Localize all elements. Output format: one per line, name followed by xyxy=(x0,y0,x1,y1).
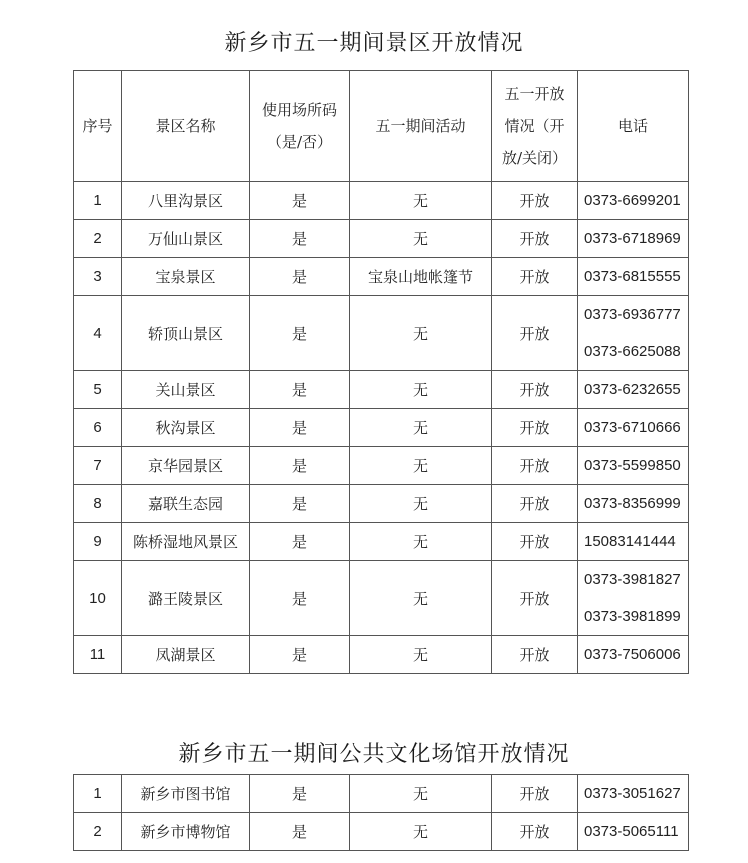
row-number: 2 xyxy=(74,220,122,258)
row-code: 是 xyxy=(250,447,350,485)
row-phone xyxy=(578,813,689,851)
row-status: 开放 xyxy=(492,182,578,220)
cultural-venues-table xyxy=(73,774,689,851)
phone-number: 0373-6625088 xyxy=(584,343,681,360)
header-code xyxy=(250,71,350,182)
row-number: 6 xyxy=(74,409,122,447)
venues-table-title: 新乡市五一期间公共文化场馆开放情况 xyxy=(178,742,570,767)
row-status: 开放 xyxy=(492,371,578,409)
row-number: 9 xyxy=(74,523,122,561)
row-phone xyxy=(578,258,689,296)
row-number: 11 xyxy=(74,636,122,674)
table-row xyxy=(74,258,689,296)
header-phone: 电话 xyxy=(578,71,689,182)
row-code: 是 xyxy=(250,813,350,851)
row-number: 4 xyxy=(74,296,122,371)
row-number: 3 xyxy=(74,258,122,296)
row-status: 开放 xyxy=(492,220,578,258)
table-row xyxy=(74,813,689,851)
row-name: 秋沟景区 xyxy=(122,409,250,447)
row-code: 是 xyxy=(250,636,350,674)
table-row xyxy=(74,220,689,258)
row-phone xyxy=(578,409,689,447)
row-name: 轿顶山景区 xyxy=(122,296,250,371)
phone-number: 0373-7506006 xyxy=(584,646,681,663)
row-status: 开放 xyxy=(492,523,578,561)
row-code: 是 xyxy=(250,561,350,636)
row-name: 万仙山景区 xyxy=(122,220,250,258)
row-name: 凤湖景区 xyxy=(122,636,250,674)
row-code: 是 xyxy=(250,220,350,258)
row-number: 7 xyxy=(74,447,122,485)
row-phone xyxy=(578,775,689,813)
table-row xyxy=(74,561,689,636)
row-name: 关山景区 xyxy=(122,371,250,409)
row-activity: 无 xyxy=(350,447,492,485)
row-number: 1 xyxy=(74,182,122,220)
header-code-text: 使用场所码（是/否） xyxy=(261,101,337,151)
row-name: 八里沟景区 xyxy=(122,182,250,220)
phone-number: 0373-6936777 xyxy=(584,306,681,323)
phone-number: 0373-5599850 xyxy=(584,457,681,474)
row-phone xyxy=(578,296,689,371)
scenic-areas-table xyxy=(73,70,689,674)
row-status: 开放 xyxy=(492,296,578,371)
row-status: 开放 xyxy=(492,258,578,296)
table-row xyxy=(74,409,689,447)
row-code: 是 xyxy=(250,371,350,409)
phone-number: 0373-3981827 xyxy=(584,571,681,588)
header-status xyxy=(492,71,578,182)
row-activity: 无 xyxy=(350,523,492,561)
row-code: 是 xyxy=(250,775,350,813)
row-activity: 无 xyxy=(350,220,492,258)
row-status: 开放 xyxy=(492,561,578,636)
row-activity: 无 xyxy=(350,561,492,636)
row-phone xyxy=(578,371,689,409)
venues-table-body xyxy=(74,775,689,851)
row-number: 10 xyxy=(74,561,122,636)
row-code: 是 xyxy=(250,409,350,447)
table-header-row xyxy=(74,71,689,182)
phone-number: 0373-8356999 xyxy=(584,495,681,512)
scenic-table-title: 新乡市五一期间景区开放情况 xyxy=(224,31,524,56)
row-activity: 无 xyxy=(350,371,492,409)
table-row xyxy=(74,523,689,561)
phone-number: 0373-6718969 xyxy=(584,230,681,247)
row-status: 开放 xyxy=(492,447,578,485)
row-phone xyxy=(578,447,689,485)
table-row xyxy=(74,371,689,409)
phone-number: 15083141444 xyxy=(584,533,676,550)
table-row xyxy=(74,182,689,220)
table-row xyxy=(74,296,689,371)
row-phone xyxy=(578,220,689,258)
row-name: 京华园景区 xyxy=(122,447,250,485)
row-activity: 无 xyxy=(350,775,492,813)
row-name: 潞王陵景区 xyxy=(122,561,250,636)
row-activity: 宝泉山地帐篷节 xyxy=(350,258,492,296)
row-name: 新乡市博物馆 xyxy=(122,813,250,851)
table-row xyxy=(74,485,689,523)
row-name: 宝泉景区 xyxy=(122,258,250,296)
table-row xyxy=(74,775,689,813)
phone-number: 0373-3051627 xyxy=(584,785,681,802)
row-phone xyxy=(578,561,689,636)
row-number: 8 xyxy=(74,485,122,523)
scenic-table-body xyxy=(74,182,689,674)
phone-number: 0373-6232655 xyxy=(584,381,681,398)
row-activity: 无 xyxy=(350,182,492,220)
header-no: 序号 xyxy=(74,71,122,182)
row-status: 开放 xyxy=(492,636,578,674)
row-status: 开放 xyxy=(492,775,578,813)
header-status-text: 五一开放情况（开放/关闭） xyxy=(501,85,568,167)
row-number: 5 xyxy=(74,371,122,409)
table-row xyxy=(74,447,689,485)
row-phone xyxy=(578,485,689,523)
row-status: 开放 xyxy=(492,409,578,447)
header-activity: 五一期间活动 xyxy=(350,71,492,182)
phone-number: 0373-6710666 xyxy=(584,419,681,436)
row-number: 1 xyxy=(74,775,122,813)
phone-number: 0373-6699201 xyxy=(584,192,681,209)
row-status: 开放 xyxy=(492,813,578,851)
row-number: 2 xyxy=(74,813,122,851)
row-activity: 无 xyxy=(350,485,492,523)
row-phone xyxy=(578,636,689,674)
phone-number: 0373-3981899 xyxy=(584,608,681,625)
phone-number: 0373-5065111 xyxy=(584,823,679,840)
row-name: 陈桥湿地风景区 xyxy=(122,523,250,561)
row-activity: 无 xyxy=(350,296,492,371)
row-code: 是 xyxy=(250,523,350,561)
row-name: 嘉联生态园 xyxy=(122,485,250,523)
row-code: 是 xyxy=(250,485,350,523)
row-code: 是 xyxy=(250,258,350,296)
row-phone xyxy=(578,182,689,220)
header-name: 景区名称 xyxy=(122,71,250,182)
row-activity: 无 xyxy=(350,409,492,447)
row-activity: 无 xyxy=(350,813,492,851)
row-code: 是 xyxy=(250,182,350,220)
row-activity: 无 xyxy=(350,636,492,674)
row-status: 开放 xyxy=(492,485,578,523)
row-name: 新乡市图书馆 xyxy=(122,775,250,813)
row-phone xyxy=(578,523,689,561)
row-code: 是 xyxy=(250,296,350,371)
phone-number: 0373-6815555 xyxy=(584,268,681,285)
table-row xyxy=(74,636,689,674)
